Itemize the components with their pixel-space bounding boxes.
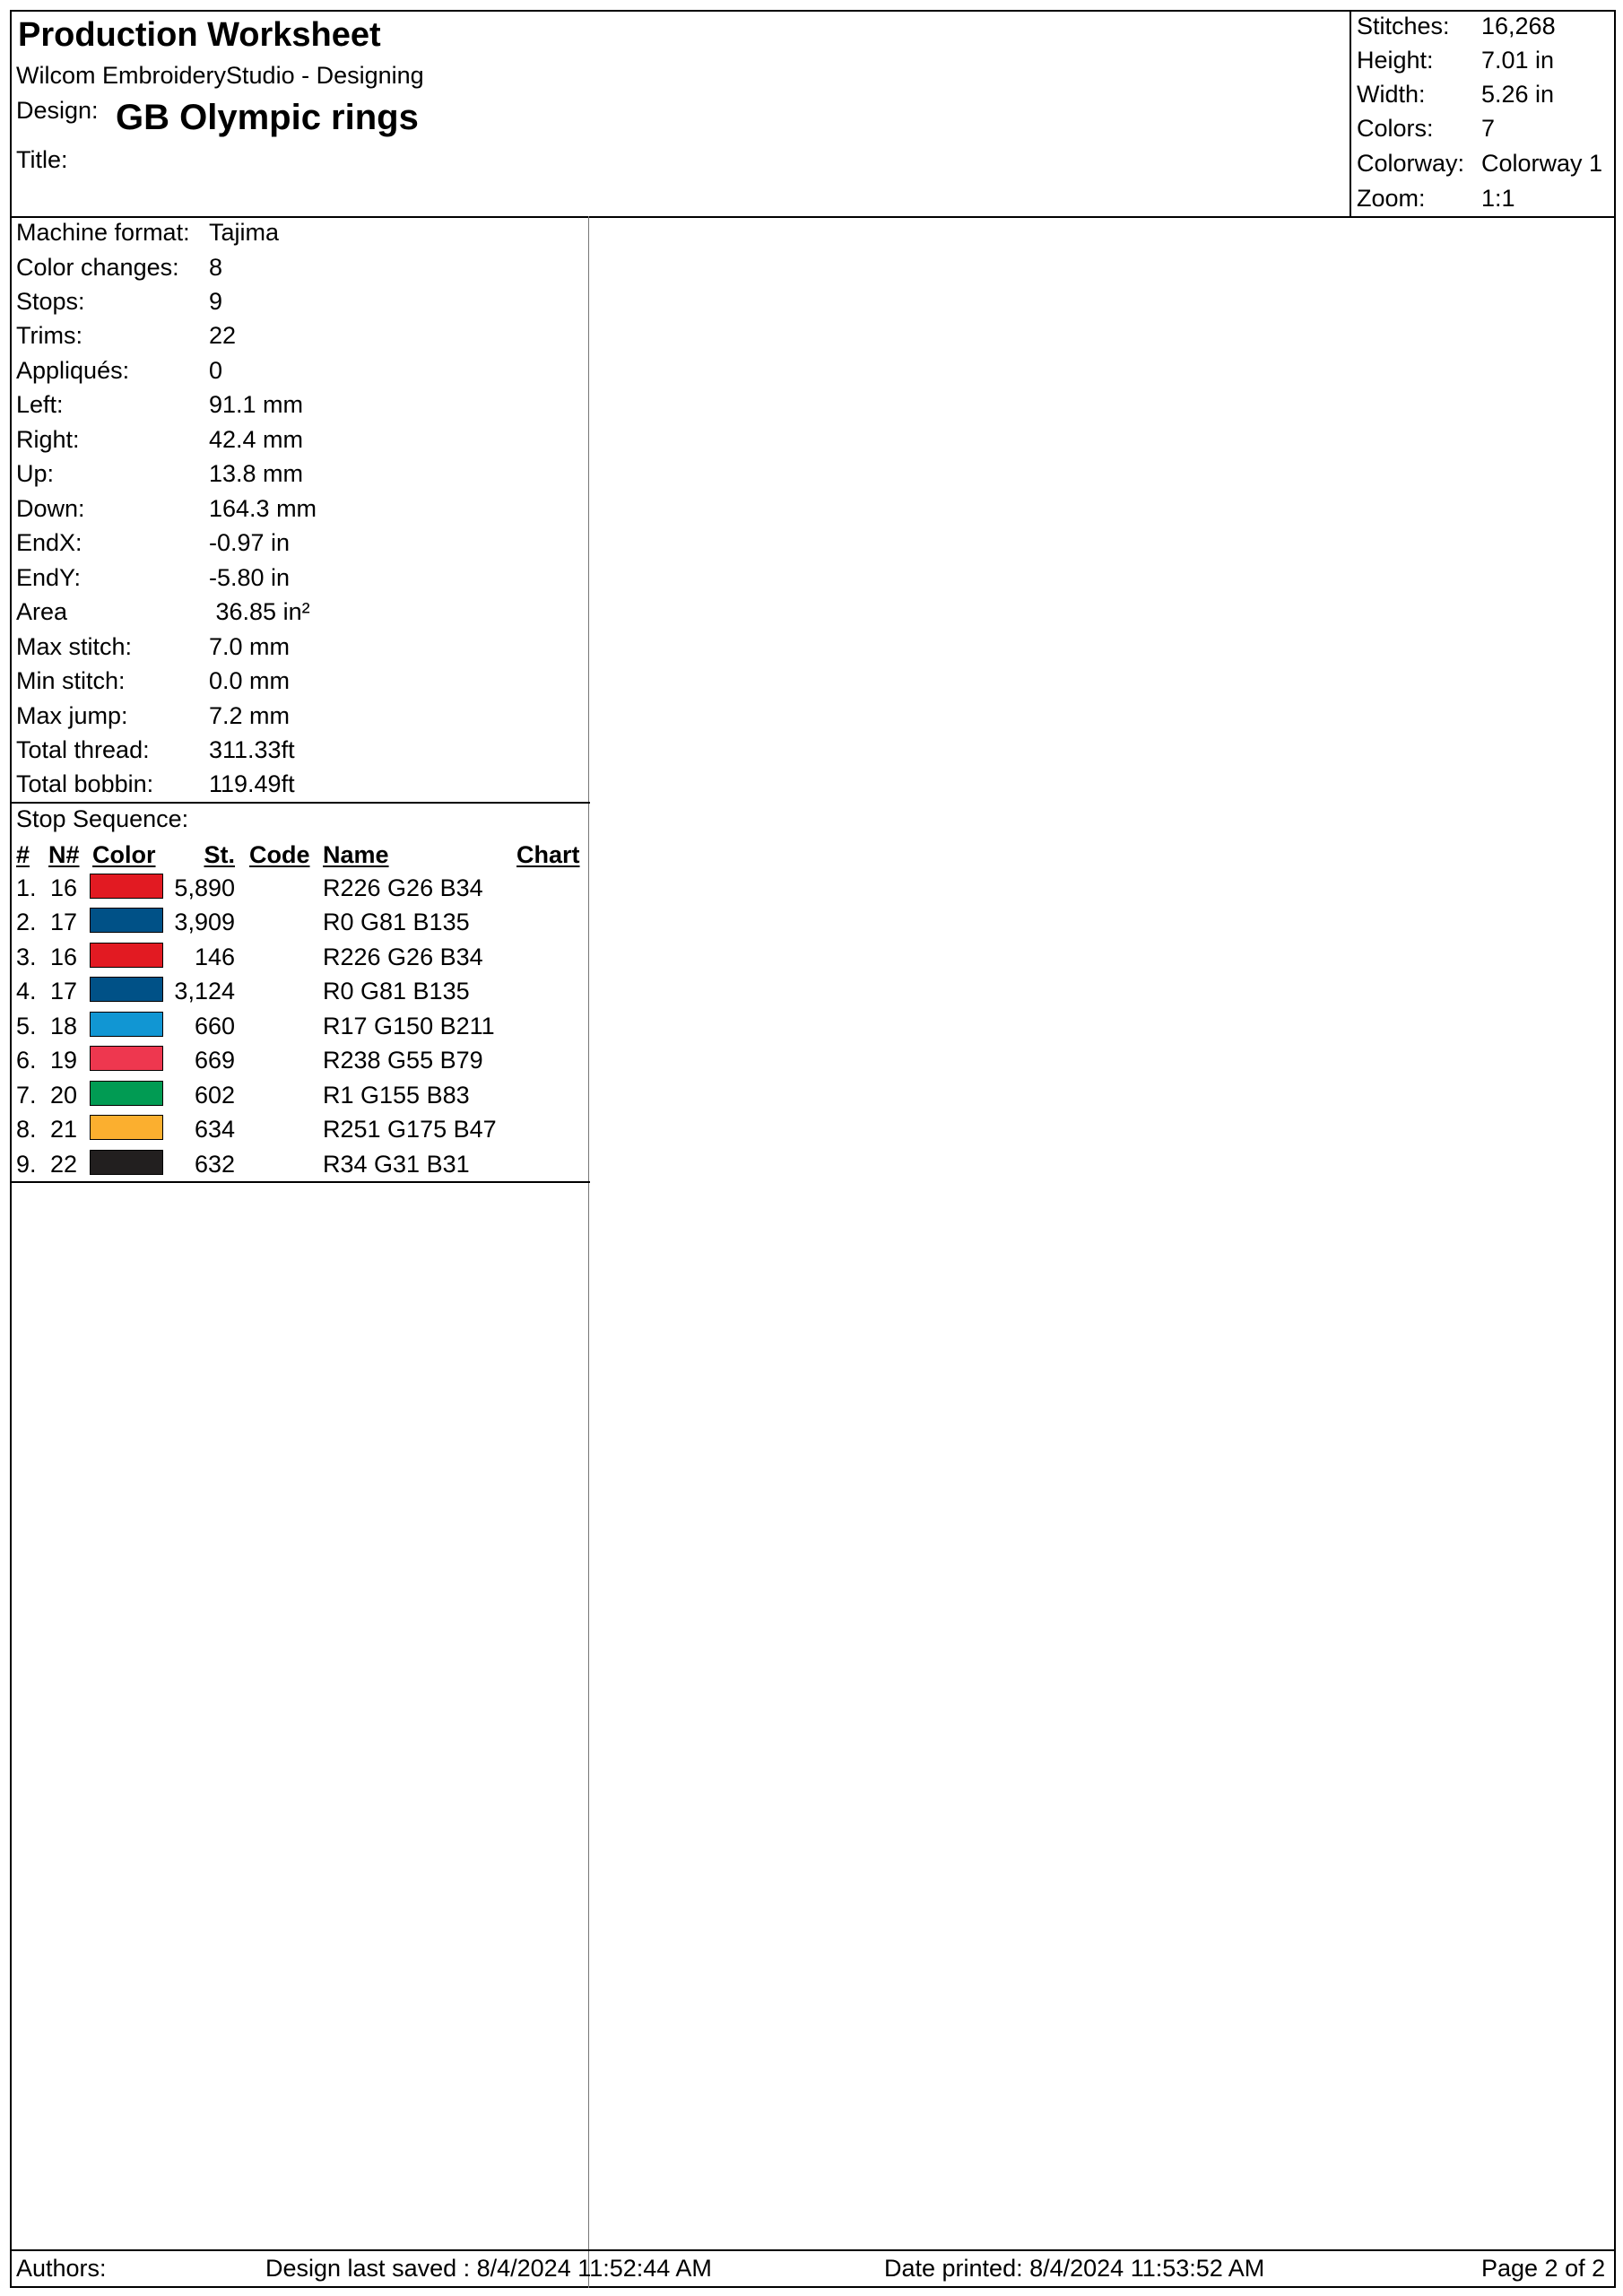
row-stitches: 634: [194, 1116, 235, 1143]
row-stitches: 3,124: [174, 978, 235, 1004]
color-swatch: [90, 908, 163, 933]
row-num: 4.: [16, 978, 37, 1004]
summary-value: 7: [1481, 115, 1496, 142]
detail-value: 42.4 mm: [209, 426, 304, 453]
column-divider: [588, 216, 589, 2288]
detail-value: -0.97 in: [209, 529, 291, 556]
detail-label: Color changes:: [16, 254, 179, 281]
header-needle: N#: [48, 841, 80, 868]
color-swatch: [90, 874, 163, 899]
color-swatch: [90, 943, 163, 968]
footer-date-printed: Date printed: 8/4/2024 11:53:52 AM: [884, 2255, 1265, 2282]
detail-value: 0: [209, 357, 223, 384]
row-needle: 16: [50, 944, 78, 970]
color-swatch: [90, 1081, 163, 1106]
header-chart: Chart: [516, 841, 580, 868]
worksheet-title: Production Worksheet: [18, 16, 381, 54]
footer-authors: Authors:: [16, 2255, 107, 2282]
row-stitches: 632: [194, 1151, 235, 1178]
footer-page: Page 2 of 2: [1481, 2255, 1606, 2282]
detail-label: EndX:: [16, 529, 82, 556]
detail-value: 7.0 mm: [209, 633, 291, 660]
row-num: 3.: [16, 944, 37, 970]
row-name: R0 G81 B135: [323, 978, 470, 1004]
stop-sequence-title: Stop Sequence:: [16, 805, 189, 832]
row-num: 1.: [16, 874, 37, 901]
sequence-divider: [10, 1181, 590, 1183]
detail-label: Trims:: [16, 322, 82, 349]
color-swatch: [90, 1046, 163, 1071]
details-divider: [10, 802, 590, 804]
detail-label: Machine format:: [16, 219, 190, 246]
frame-right: [1614, 10, 1616, 2288]
detail-value: 36.85 in²: [209, 598, 310, 625]
row-needle: 18: [50, 1013, 78, 1039]
detail-value: 7.2 mm: [209, 702, 291, 729]
detail-label: EndY:: [16, 564, 82, 591]
summary-divider: [1350, 10, 1351, 217]
detail-value: 164.3 mm: [209, 495, 317, 522]
frame-bottom: [10, 2286, 1616, 2288]
detail-value: 91.1 mm: [209, 391, 304, 418]
row-name: R226 G26 B34: [323, 874, 483, 901]
row-needle: 17: [50, 978, 78, 1004]
detail-value: 0.0 mm: [209, 667, 291, 694]
summary-value: 5.26 in: [1481, 81, 1555, 108]
header-divider: [10, 216, 1616, 218]
design-name: GB Olympic rings: [116, 98, 419, 137]
row-num: 2.: [16, 909, 37, 935]
detail-label: Appliqués:: [16, 357, 130, 384]
detail-label: Max jump:: [16, 702, 128, 729]
color-swatch: [90, 1150, 163, 1175]
row-name: R0 G81 B135: [323, 909, 470, 935]
row-stitches: 5,890: [174, 874, 235, 901]
row-name: R226 G26 B34: [323, 944, 483, 970]
app-name: Wilcom EmbroideryStudio - Designing: [16, 62, 424, 89]
row-stitches: 3,909: [174, 909, 235, 935]
detail-value: 8: [209, 254, 223, 281]
frame-top: [10, 10, 1616, 12]
detail-label: Up:: [16, 460, 55, 487]
detail-value: 13.8 mm: [209, 460, 304, 487]
row-needle: 22: [50, 1151, 78, 1178]
detail-label: Right:: [16, 426, 80, 453]
row-num: 8.: [16, 1116, 37, 1143]
row-name: R34 G31 B31: [323, 1151, 470, 1178]
row-num: 5.: [16, 1013, 37, 1039]
detail-label: Left:: [16, 391, 64, 418]
footer-divider: [10, 2249, 1616, 2251]
row-name: R1 G155 B83: [323, 1082, 470, 1109]
color-swatch: [90, 1115, 163, 1140]
design-label: Design:: [16, 97, 99, 124]
detail-label: Stops:: [16, 288, 85, 315]
row-num: 6.: [16, 1047, 37, 1074]
header-color: Color: [92, 841, 156, 868]
color-swatch: [90, 977, 163, 1002]
detail-label: Total bobbin:: [16, 770, 154, 797]
detail-value: Tajima: [209, 219, 280, 246]
detail-label: Area: [16, 598, 68, 625]
detail-label: Min stitch:: [16, 667, 126, 694]
row-stitches: 669: [194, 1047, 235, 1074]
summary-label: Height:: [1357, 47, 1434, 74]
detail-value: 9: [209, 288, 223, 315]
header-stitches: St.: [204, 841, 235, 868]
summary-value: 7.01 in: [1481, 47, 1555, 74]
row-stitches: 602: [194, 1082, 235, 1109]
row-needle: 16: [50, 874, 78, 901]
summary-label: Stitches:: [1357, 13, 1450, 39]
footer-last-saved: Design last saved : 8/4/2024 11:52:44 AM: [265, 2255, 712, 2282]
summary-value: 1:1: [1481, 185, 1515, 212]
header-code: Code: [249, 841, 310, 868]
summary-value: Colorway 1: [1481, 150, 1603, 177]
row-name: R251 G175 B47: [323, 1116, 497, 1143]
detail-label: Down:: [16, 495, 85, 522]
detail-value: 119.49ft: [209, 770, 295, 797]
row-needle: 19: [50, 1047, 78, 1074]
row-needle: 17: [50, 909, 78, 935]
detail-value: 22: [209, 322, 237, 349]
row-name: R238 G55 B79: [323, 1047, 483, 1074]
row-stitches: 146: [194, 944, 235, 970]
row-name: R17 G150 B211: [323, 1013, 495, 1039]
frame-left: [10, 10, 12, 2288]
summary-label: Colorway:: [1357, 150, 1465, 177]
summary-label: Width:: [1357, 81, 1426, 108]
title-label: Title:: [16, 146, 68, 173]
row-num: 7.: [16, 1082, 37, 1109]
header-num: #: [16, 841, 30, 868]
row-num: 9.: [16, 1151, 37, 1178]
row-needle: 21: [50, 1116, 78, 1143]
detail-label: Total thread:: [16, 736, 150, 763]
color-swatch: [90, 1012, 163, 1037]
row-stitches: 660: [194, 1013, 235, 1039]
detail-value: 311.33ft: [209, 736, 295, 763]
summary-value: 16,268: [1481, 13, 1556, 39]
header-name: Name: [323, 841, 389, 868]
summary-label: Colors:: [1357, 115, 1434, 142]
detail-label: Max stitch:: [16, 633, 133, 660]
summary-label: Zoom:: [1357, 185, 1426, 212]
detail-value: -5.80 in: [209, 564, 291, 591]
row-needle: 20: [50, 1082, 78, 1109]
